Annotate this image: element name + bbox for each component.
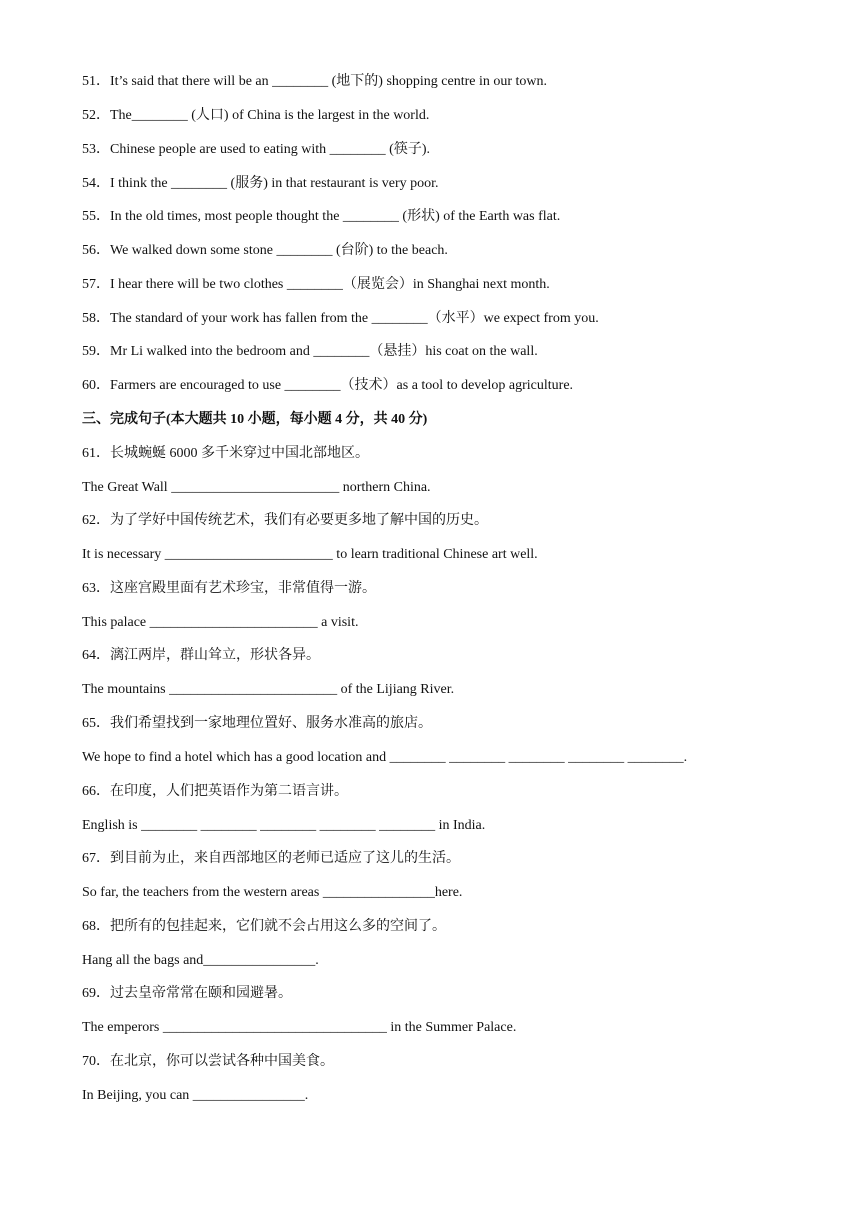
question-66-prompt: 66．在印度，人们把英语作为第二语言讲。	[82, 784, 348, 799]
question-52: 52．The________ (人口) of China is the largest in the world.	[82, 108, 430, 123]
question-55: 55．In the old times, most people thought the ________ (形状) of the Earth was flat.	[82, 209, 561, 224]
question-68-answer-line: Hang all the bags and________________.	[82, 953, 319, 968]
question-69-prompt: 69．过去皇帝常常在颐和园避暑。	[82, 986, 292, 1001]
question-61-answer-line: The Great Wall ________________________ northern China.	[82, 480, 431, 495]
question-60: 60．Farmers are encouraged to use ________（技术）as a tool to develop agriculture.	[82, 378, 574, 393]
question-64-answer-line: The mountains ________________________ of the Lijiang River.	[82, 682, 455, 697]
question-61-prompt: 61．长城蜿蜒 6000 多千米穿过中国北部地区。	[82, 446, 369, 461]
question-64-prompt: 64．漓江两岸，群山耸立，形状各异。	[82, 648, 320, 663]
question-53: 53．Chinese people are used to eating with ________ (筷子).	[82, 142, 430, 157]
question-56: 56．We walked down some stone ________ (台阶) to the beach.	[82, 243, 448, 258]
question-51: 51．It’s said that there will be an ________ (地下的) shopping centre in our town.	[82, 74, 548, 89]
question-70-answer-line: In Beijing, you can ________________.	[82, 1088, 309, 1103]
section-heading: 三、完成句子(本大题共 10 小题，每小题 4 分，共 40 分)	[82, 412, 428, 427]
question-66-answer-line: English is ________ ________ ________ ________ ________ in India.	[82, 818, 486, 833]
question-63-prompt: 63．这座宫殿里面有艺术珍宝，非常值得一游。	[82, 581, 376, 596]
question-62-answer-line: It is necessary ________________________ to learn traditional Chinese art well.	[82, 547, 538, 562]
question-62-prompt: 62．为了学好中国传统艺术，我们有必要更多地了解中国的历史。	[82, 513, 488, 528]
question-70-prompt: 70．在北京，你可以尝试各种中国美食。	[82, 1054, 334, 1069]
question-63-answer-line: This palace ________________________ a visit.	[82, 615, 359, 630]
question-67-answer-line: So far, the teachers from the western areas ________________here.	[82, 885, 463, 900]
question-67-prompt: 67．到目前为止，来自西部地区的老师已适应了这儿的生活。	[82, 851, 460, 866]
question-69-answer-line: The emperors ________________________________ in the Summer Palace.	[82, 1020, 517, 1035]
question-57: 57．I hear there will be two clothes ________（展览会）in Shanghai next month.	[82, 277, 550, 292]
question-65-answer-line: We hope to find a hotel which has a good location and ________ ________ ________ ________ ________.	[82, 750, 688, 765]
question-59: 59．Mr Li walked into the bedroom and ________（悬挂）his coat on the wall.	[82, 344, 538, 359]
question-58: 58．The standard of your work has fallen from the ________（水平）we expect from you.	[82, 311, 599, 326]
question-65-prompt: 65．我们希望找到一家地理位置好、服务水准高的旅店。	[82, 716, 432, 731]
question-68-prompt: 68．把所有的包挂起来，它们就不会占用这么多的空间了。	[82, 919, 446, 934]
question-54: 54．I think the ________ (服务) in that restaurant is very poor.	[82, 176, 439, 191]
